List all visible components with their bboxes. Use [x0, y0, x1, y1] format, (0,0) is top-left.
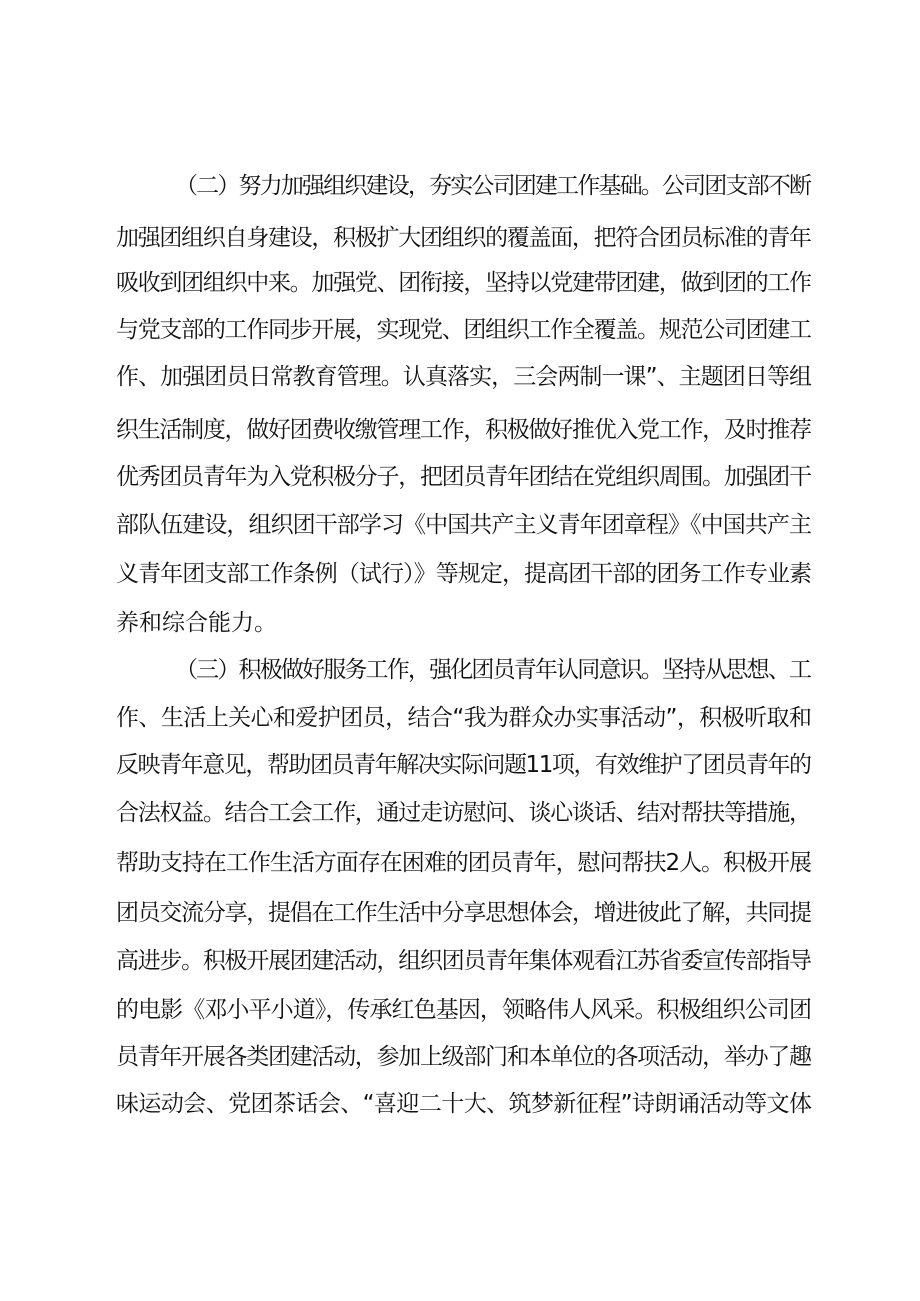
line-text: 员青年开展各类团建活动，参加上级部门和本单位的各项活动，举办了趣 [116, 1044, 811, 1070]
paragraph-2-line-6 [0, 410, 920, 450]
paragraph-3-line-5 [0, 843, 920, 883]
paragraph-3-line-4 [0, 793, 920, 833]
line-text: 帮助支持在工作生活方面存在困难的团员青年，慰问帮扶2人。积极开展 [116, 850, 811, 876]
paragraph-2-line-4 [0, 310, 920, 350]
paragraph-3-line-7 [0, 941, 920, 981]
paragraph-3-line-1 [0, 650, 920, 690]
paragraph-3-line-6 [0, 893, 920, 933]
line-text: （二）努力加强组织建设，夯实公司团建工作基础。公司团支部不断 [175, 173, 811, 199]
line-text: 义青年团支部工作条例（试行）》等规定，提高团干部的团务工作专业素 [116, 561, 812, 587]
line-text: 作、加强团员日常教育管理。认真落实，三会两制一课”、主题团日等组 [116, 364, 812, 390]
line-text: 织生活制度，做好团费收缴管理工作，积极做好推优入党工作，及时推荐 [116, 417, 811, 443]
paragraph-2-line-8 [0, 505, 920, 545]
line-text: 部队伍建设，组织团干部学习《中国共产主义青年团章程》《中国共产主 [116, 512, 812, 538]
paragraph-3-line-10 [0, 1084, 920, 1124]
paragraph-2-line-9 [0, 554, 920, 594]
line-text: 合法权益。结合工会工作，通过走访慰问、谈心谈话、结对帮扶等措施， [116, 800, 811, 826]
line-text: 作、生活上关心和爱护团员，结合“我为群众办实事活动”，积极听取和 [116, 705, 812, 731]
paragraph-2-line-7 [0, 457, 920, 497]
line-text: 高进步。积极开展团建活动，组织团员青年集体观看江苏省委宣传部指导 [116, 948, 811, 974]
line-text: 的电影《邓小平小道》，传承红色基因，领略伟人风采。积极组织公司团 [116, 997, 812, 1023]
line-text: 味运动会、党团茶话会、“喜迎二十大、筑梦新征程”诗朗诵活动等文体 [116, 1091, 812, 1117]
line-text: 养和综合能力。 [116, 610, 277, 636]
line-text: 加强团组织自身建设，积极扩大团组织的覆盖面，把符合团员标准的青年 [116, 225, 811, 251]
paragraph-3-line-8 [0, 990, 920, 1030]
line-text: 吸收到团组织中来。加强党、团衔接，坚持以党建带团建，做到团的工作 [116, 270, 811, 296]
paragraph-3-line-3 [0, 745, 920, 785]
paragraph-2-line-2 [0, 218, 920, 258]
paragraph-2-line-1 [0, 166, 920, 206]
line-text: 团员交流分享，提倡在工作生活中分享思想体会，增进彼此了解，共同提 [116, 900, 811, 926]
paragraph-2-line-5 [0, 357, 920, 397]
paragraph-3-line-9 [0, 1037, 920, 1077]
line-text: 优秀团员青年为入党积极分子，把团员青年团结在党组织周围。加强团干 [116, 464, 811, 490]
line-text: 与党支部的工作同步开展，实现党、团组织工作全覆盖。规范公司团建工 [116, 317, 811, 343]
line-text: （三）积极做好服务工作，强化团员青年认同意识。坚持从思想、工 [175, 657, 811, 683]
paragraph-2-line-3 [0, 263, 920, 303]
line-text: 反映青年意见，帮助团员青年解决实际问题11项，有效维护了团员青年的 [116, 752, 811, 778]
paragraph-3-line-2 [0, 698, 920, 738]
paragraph-2-line-10 [0, 603, 920, 643]
